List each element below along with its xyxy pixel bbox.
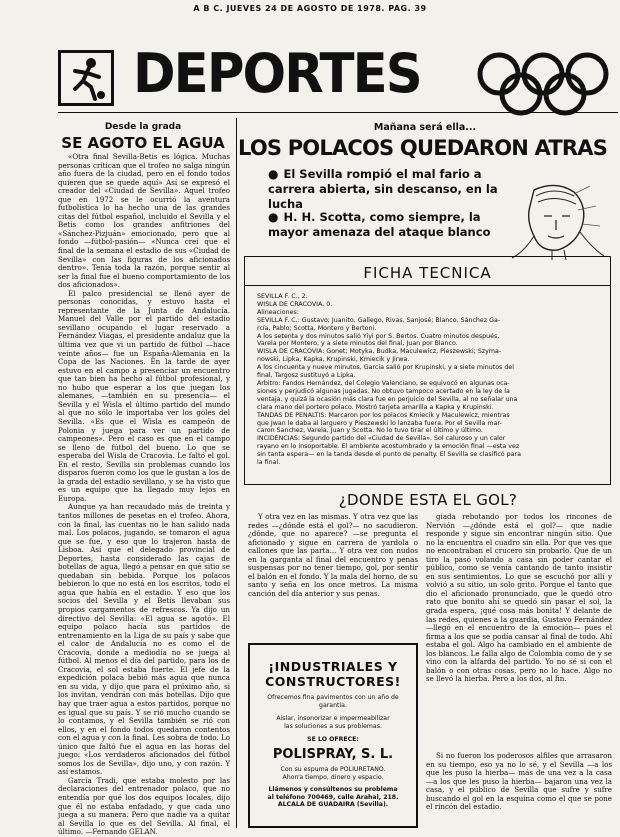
ad-tagline-2: Ahorra tiempo, dinero y espacio. bbox=[282, 773, 384, 781]
ficha-line: sin tanta espera— en la tanda desde el punto de penalty. El Sevilla se clasificó para bbox=[257, 451, 521, 459]
ficha-line: Varela por Montero, y a siete minutos del final, Juan por Blanco. bbox=[257, 340, 458, 348]
left-paragraph: El palco presidencial se llenó ayer de personas conocidas, y estuvo hasta el representante de la Junta de Andalucía. Manuel del Valle por el partido del estadio sevillano ocupando el lugar reservado a Fernández Viagas, el presidente andaluz que la última vez que vi un partido de fútbol —hace veinte años— fue un España-Alemania en la Copa de las Naciones. En la tarde de ayer estuvo en el campo a presenciar un encuentro que tan bien ha hecho al fútbol profesional, y no hubo que esperar a los que juegan los alemanes, —también en su presencia— el Sevilla y el Wisla el último partido del mundo al que no sólo le importaba ver los goles del Sevilla. «Es que el Wisla es campeón de Polonia y juega para ver un partido de campeones». Pero el caso es que en el campo se lleno de fútbol del bueno. Lo que se esperaba del Wisla de Cracovia. Le faltó el gol. En el resto, Sevilla sin problemas cuando los disparos fueron como los que le gustan a los de la grada del estadio sevillano, y se ha visto que es un equipo que ha llegado muy lejos en Europa. bbox=[58, 288, 230, 503]
ficha-line: ventaja, y quizá la ocasión más clara fue en perjuicio del Sevilla, al no señalar una bbox=[257, 395, 518, 403]
page-header: A B C. JUEVES 24 DE AGOSTO DE 1978. PAG. 39 bbox=[193, 4, 427, 13]
ficha-line: A los cincuenta y nueve minutos, Garcia salió por Krupinski, y a siete minutos del bbox=[257, 364, 514, 372]
ficha-line: siones y perjudicó algunas jugadas. No obtuvo tampoco acertado en la ley de la bbox=[257, 387, 510, 395]
olympic-rings-icon bbox=[473, 50, 613, 120]
footballer-icon bbox=[58, 50, 114, 106]
ficha-line: A los setenta y dos minutos salió Yiyi por S. Bertos. Cuatro minutos después, bbox=[257, 332, 500, 340]
masthead-rule bbox=[58, 112, 618, 113]
goal-col-3 bbox=[426, 752, 612, 828]
ficha-line: rayano en lo insoportable. El ambiente acostumbrado y la emoción final —esta vez bbox=[257, 443, 520, 451]
ficha-line: WISLA DE CRACOVIA, 0. bbox=[257, 300, 333, 308]
ficha-line: SEVILLA F. C., 2. bbox=[257, 293, 308, 300]
goal-col-2 bbox=[426, 513, 612, 749]
ficha-tecnica-box bbox=[244, 256, 611, 485]
ficha-line: TANDAS DE PENALTIS: Marcaron por los polacos Kmiecik y Maculewicz, mientras bbox=[257, 411, 510, 419]
ficha-line: la final. bbox=[257, 459, 281, 467]
column-divider bbox=[236, 118, 237, 828]
ad-line-2: las soluciones a sus problemas. bbox=[284, 722, 382, 730]
ficha-line: WISLA DE CRACOVIA: Gonet; Motyka, Budka, Maculewicz, Pieszewski; Szyma- bbox=[257, 348, 502, 356]
goal-paragraph: Y otra vez en las mismas. Y otra vez que las redes —¿dónde está el gol?— no sacudieron. ¿dónde, que no aparece? —se pregunta el aficionado y sigue en carrera de yardola o callones que las parta... Y otra vez con nudos en la garganta al final del encuentro y penas suspensas por no tener tiempo, gol, por sentir el balón en el fondo. Y la mala del horno, de su santo y seña en los once metros. La misma canción del día anterior y sus penas. bbox=[248, 512, 418, 598]
goal-headline: ¿DONDE ESTA EL GOL? bbox=[338, 491, 518, 509]
main-bullet-2: ● H. H. Scotta, como siempre, la mayor amenaza del ataque blanco bbox=[268, 210, 491, 239]
ad-contact-3: ALCALA DE GUADAIRA (Sevilla). bbox=[277, 801, 389, 809]
ad-headline-1: ¡INDUSTRIALES Y bbox=[268, 659, 398, 674]
left-paragraph: Aunque ya han recaudado más de treinta y tantos millones de pesetas en el trofeo. Ahora, con la final, las cuentas no le han salido nada mal. Los polacos, jugando, se tomaron el agua que se fue, y eso que lo trajeron hasta de Lisboa. Así que el delegado provincial de Deportes, hasta considerado las cajas de botellas de agua, llegó a pensar en qué sitio se quedaban sin bebida. Porque los polacos bebieron lo que no está en los escritos, todo el agua que había en el estadio. Y eso que los socios del Sevilla y el Betis llevaban sus propios cargamentos de refrescos. Ya dijo un directivo del Sevilla: «El agua se agotó». El equipo polaco hacía sus partidos de entrenamiento en la Liga de su país y sabe que el calor de Andalucía no es como el de Cracovia, donde a mediodía no se juega al fútbol. Al menos el día del partido, para los de Cracovia, el sol estaba fuerte. El jefe de la expedición polaca bebió más agua que nunca en su vida, y dijo que para el próximo año, si los invitan, vendrán con más botellas. Dijo que hay que traer agua a estos partidos, porque no es igual que su país. Y se rió mucho cuando se lo contamos, y el Sevilla también se rió con ellos, y en el fondo todos quedaron contentos con el agua y con la final. Les sobra de todo. Lo único que faltó fue el agua en las horas del juego: «Los verdaderos aficionados del fútbol somos los de Sevilla», dijo uno, y con razón. Y así estamos. bbox=[58, 502, 230, 777]
bullet-icon: ● bbox=[268, 210, 279, 224]
goal-col-1 bbox=[248, 513, 418, 637]
section-title: DEPORTES bbox=[133, 42, 421, 105]
ficha-title: FICHA TECNICA bbox=[363, 264, 492, 282]
ad-contact-1: Llámenos y consúltenos su problema bbox=[268, 786, 398, 794]
ficha-rule bbox=[245, 285, 610, 286]
ad-headline-2: CONSTRUCTORES! bbox=[265, 674, 401, 689]
left-column-text bbox=[58, 152, 230, 837]
ad-tagline-1: Con su espuma de POLIURETANO. bbox=[280, 765, 386, 773]
ficha-line: Arbitro: Fandos Hernández, del Colegio Valenciano, se equivocó en algunas oca- bbox=[257, 379, 510, 387]
ficha-line: que Jwan le daba al larguero y Pieszewski lo lanzaba fuera. Por el Sevilla mar- bbox=[257, 419, 502, 427]
ad-line-1: Aislar, insonorizar e impermeabilizar bbox=[276, 715, 390, 723]
goal-paragraph: Si no fueron los poderosos alfiles que arrasaron en su tiempo, eso ya no lo sé, y el Sevilla —a los que les puso la hierba— más de una vez a la casa —a los que les puso la hierba— bajaron una vez la casa, y el público de Sevilla que sufre y sufre buscando el gol en la esquina como el que se pone el rincón del estadio. bbox=[426, 751, 612, 812]
ficha-line: INCIDENCIAS: Segundo partido del «Ciudad de Sevilla». Sol caluroso y un calor bbox=[257, 435, 506, 443]
goal-paragraph: giada rebotando por todos los rincones de Nervión —¿dónde está el gol?— que nadie responde y sigue sin encontrar ningún sitio. Que no la encuentra el cuadro sin ella. Por que ves que no encontraban el crucero sin probarlo. Que de un tiro la pasó volando a casa sin poder cantar el público, como se venía cantando de tanto insistir en sus sentimientos. Lo que se escuchó por allí y volvió a su sitio, un solo grito. Porque el tanto que dio el aficionado pronunciado, que le quedó otro rato que bonito ahí se quedó sin pasar el sol, la grada espera, ¡qué cosa más bonita! Y delante de las redes, quienes a la guardia, Gustavo Fernández —llegó en el encuentro de la emoción— pues el firma a los que se podía cansar al final de todo. Ahí estaba el gol. Algo ha cambiado en el ambiente de los blancos. Le falla algo de Colombia como de y se vino con la alfarda del partido. Yo no sé si con el balón o con otras cosas, pero no lo hace. Algo no se llevó la hierba. Pero a los dos, al fin. bbox=[426, 512, 612, 684]
ficha-line: final, Targosz sustituyó a Lipka. bbox=[257, 372, 356, 380]
main-headline: LOS POLACOS QUEDARON ATRAS bbox=[238, 136, 608, 160]
ad-intro: Ofrecemos fina pavimentos con un año de garantía. bbox=[267, 694, 399, 709]
main-bullet-1: ● El Sevilla rompió el mal fario a carrera abierta, sin descanso, en la lucha bbox=[268, 167, 498, 211]
polispray-advert bbox=[248, 643, 418, 828]
left-paragraph: «Otra final Sevilla-Betis es lógica. Muchas personas critican que el trofeo no salga ningún año fuera de la ciudad, pero en el fondo todos quieren que se quede aquí» Así se expresó el creador del «Ciudad de Sevilla». Aquel trofeo que en 1972 se le ocurrió la aventura futbolística lo ha hecho una de las grandes citas del fútbol español, incluido el Sevilla y el Betis como los grandes anfitriones del «Sánchez-Pizjuán» emocionado, pero que al fondo —fútbol-pasión— «Nunca creí que el final de la semana el estadio de sus «Ciudad de Sevilla» con las figuras de los aficionados dentro». Tenía toda la razón, porque sentir al ser la final fue el bueno comportamiento de los dos aficionados». bbox=[58, 152, 230, 290]
ad-company: POLISPRAY, S. L. bbox=[272, 746, 394, 762]
ficha-line: caron Sanchez, Varela, Juan y Scotta. No lo tuvo tirar el último y último. bbox=[257, 427, 483, 435]
ficha-line: rcía, Pablo; Scotta, Montero y Bertoni. bbox=[257, 324, 377, 332]
player-portrait-sketch bbox=[504, 180, 608, 260]
ficha-lines bbox=[257, 293, 607, 467]
ad-offers: SE LO OFRECE: bbox=[307, 736, 359, 744]
left-paragraph: García Tradi, que estaba molesto por las declaraciones del entrenador polaco, que no entendía por qué los dos equipos locales, dijo que él no estaba enfadado, y que cada uno juega a su manera. Pero que nadie va a quitar al Sevilla lo que es del Sevilla. Al final, el último. —Fernando GELAN. bbox=[58, 775, 230, 837]
ficha-line: Alineaciones: bbox=[257, 308, 299, 316]
left-headline: SE AGOTO EL AGUA bbox=[61, 134, 225, 152]
ficha-line: SEVILLA F. C.: Gustavo; Juanito, Gallego, Rivas, Sanjosé; Blanco, Sánchez Ga- bbox=[257, 316, 501, 324]
main-kicker: Mañana será ella... bbox=[373, 122, 477, 133]
ad-contact-2: al teléfono 700469, calle Arahal, 218. bbox=[267, 793, 399, 801]
left-kicker: Desde la grada bbox=[104, 122, 182, 132]
ficha-line: nowski, Lipka, Kapka, Krupinski, Kmiecik y Jirwa. bbox=[257, 356, 410, 364]
bullet-icon: ● bbox=[268, 167, 279, 181]
ficha-line: clara mano del portero polaco. Mostró tarjeta amarilla a Kapka y Krupinski. bbox=[257, 403, 494, 411]
